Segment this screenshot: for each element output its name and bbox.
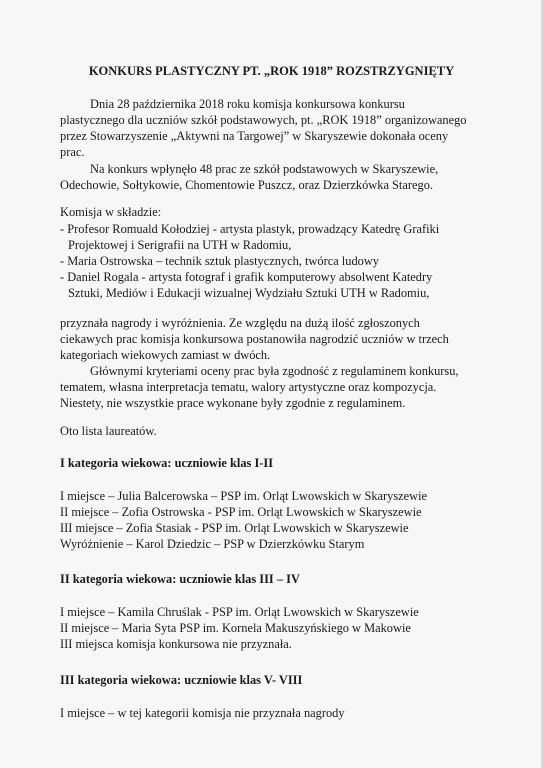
jury-member-1: - Profesor Romuald Kołodziej - artysta plastyk, prowadzący Katedrę Grafiki xyxy=(60,222,440,236)
document-title: KONKURS PLASTYCZNY PT. „ROK 1918” ROZSTRZYGNIĘTY xyxy=(88,64,455,78)
category-3-heading: III kategoria wiekowa: uczniowie klas V- VIII xyxy=(60,673,303,687)
category-2-place-2: II miejsce – Maria Syta PSP im. Kornela Makuszyńskiego w Makowie xyxy=(60,621,411,635)
laureates-intro: Oto lista laureatów. xyxy=(60,424,157,438)
category-2-heading: II kategoria wiekowa: uczniowie klas III – IV xyxy=(60,572,300,586)
entries-line-1: Na konkurs wpłynęło 48 prac ze szkół podstawowych w Skaryszewie, xyxy=(90,162,439,176)
criteria-line-3: Niestety, nie wszystkie prace wykonane były zgodnie z regulaminem. xyxy=(60,396,406,410)
awards-line-2: ciekawych prac komisja konkursowa postanowiła nagrodzić uczniów w trzech xyxy=(60,332,449,346)
entries-line-2: Odechowie, Sołtykowie, Chomentowie Puszcz, oraz Dzierzkówka Starego. xyxy=(60,178,433,192)
criteria-line-1: Głównymi kryteriami oceny prac była zgodność z regulaminem konkursu, xyxy=(90,364,459,378)
intro-line-1: Dnia 28 października 2018 roku komisja konkursowa konkursu xyxy=(90,97,405,111)
category-2-place-3: III miejsca komisja konkursowa nie przyznała. xyxy=(60,637,292,651)
criteria-line-2: tematem, własna interpretacja tematu, walory artystyczne oraz kompozycja. xyxy=(60,380,437,394)
category-1-place-3: III miejsce – Zofia Stasiak - PSP im. Orląt Lwowskich w Skaryszewie xyxy=(60,521,409,535)
jury-member-3-cont: Sztuki, Mediów i Edukacji wizualnej Wydziału Sztuki UTH w Radomiu, xyxy=(68,286,430,300)
jury-heading: Komisja w składzie: xyxy=(60,205,162,219)
awards-line-3: kategoriach wiekowych zamiast w dwóch. xyxy=(60,348,271,362)
category-2-place-1: I miejsce – Kamila Chruślak - PSP im. Orląt Lwowskich w Skaryszewie xyxy=(60,605,419,619)
category-1-distinction: Wyróżnienie – Karol Dziedzic – PSP w Dzierzkówku Starym xyxy=(60,537,365,551)
category-1-place-2: II miejsce – Zofia Ostrowska - PSP im. Orląt Lwowskich w Skaryszewie xyxy=(60,505,422,519)
jury-member-1-cont: Projektowej i Serigrafii na UTH w Radomiu, xyxy=(68,238,292,252)
category-1-heading: I kategoria wiekowa: uczniowie klas I-II xyxy=(60,456,274,470)
category-3-place-1: I miejsce – w tej kategorii komisja nie przyznała nagrody xyxy=(60,706,345,720)
category-1-place-1: I miejsce – Julia Balcerowska – PSP im. Orląt Lwowskich w Skaryszewie xyxy=(60,489,428,503)
jury-member-3: - Daniel Rogala - artysta fotograf i grafik komputerowy absolwent Katedry xyxy=(60,270,433,284)
intro-line-4: prac. xyxy=(60,145,85,159)
intro-line-3: przez Stowarzyszenie „Aktywni na Targowej” w Skaryszewie dokonała oceny xyxy=(60,129,449,143)
awards-line-1: przyznała nagrody i wyróżnienia. Ze względu na dużą ilość zgłoszonych xyxy=(60,316,420,330)
jury-member-2: - Maria Ostrowska – technik sztuk plastycznych, twórca ludowy xyxy=(60,254,379,268)
intro-line-2: plastycznego dla uczniów szkół podstawowych, pt. „ROK 1918” organizowanego xyxy=(60,113,467,127)
